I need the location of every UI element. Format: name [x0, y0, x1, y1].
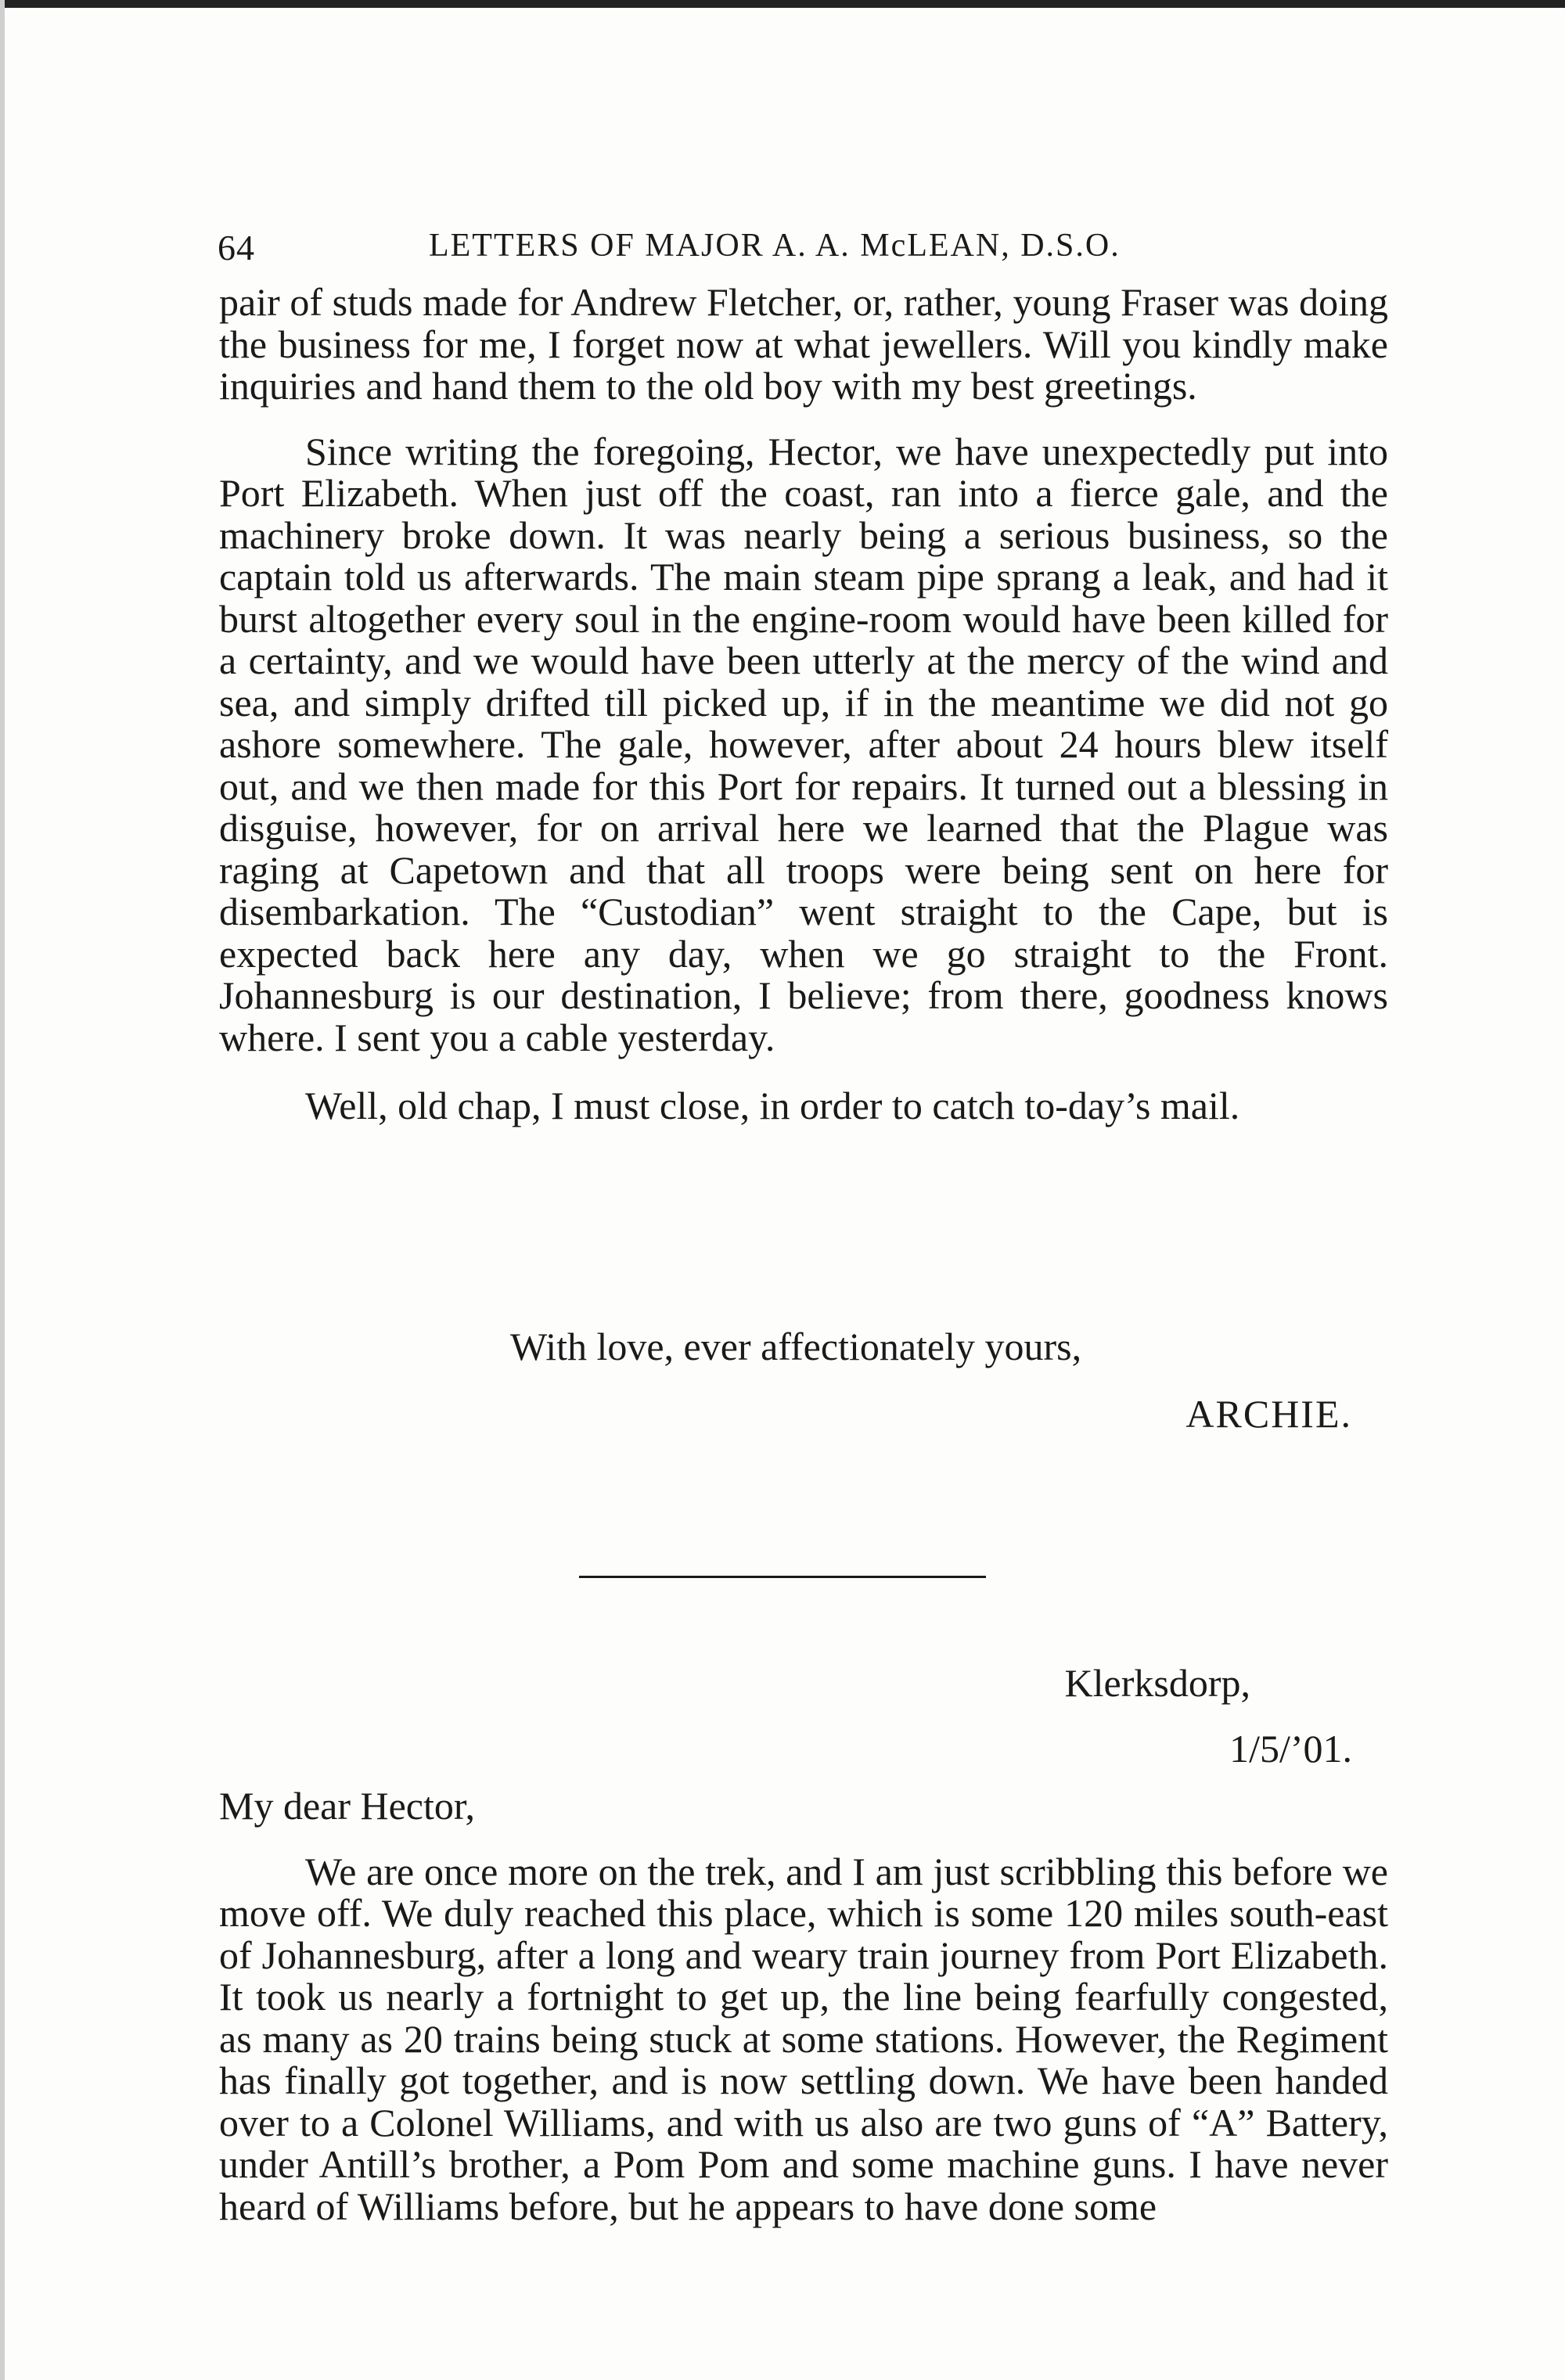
- running-title: LETTERS OF MAJOR A. A. McLEAN, D.S.O.: [429, 228, 1121, 264]
- page-header: [218, 221, 1391, 275]
- letter-one-closing: With love, ever affectionately yours,: [510, 1325, 1082, 1368]
- page-number: 64: [218, 228, 255, 268]
- section-divider: [579, 1576, 986, 1578]
- letter-one-paragraph-3: Well, old chap, I must close, in order to catch to-day’s mail.: [305, 1084, 1240, 1127]
- letter-one-signature: ARCHIE.: [1185, 1392, 1352, 1436]
- letter-two-place: Klerksdorp,: [1064, 1661, 1250, 1705]
- scan-top-edge: [0, 0, 1565, 8]
- letter-one-paragraph-1: pair of studs made for Andrew Fletcher, or, rather, young Fraser was doing the business for me, I forget now at what jewellers. Will you kindly make inquiries and hand them to the old boy with my best greetings.: [219, 280, 1388, 408]
- letter-two-date: 1/5/’01.: [1229, 1727, 1352, 1771]
- scan-left-edge: [0, 0, 5, 2380]
- letter-one-body: [219, 282, 1388, 1127]
- letter-two-body: [219, 1785, 1388, 2227]
- letter-one-paragraph-2: Since writing the foregoing, Hector, we have unexpectedly put into Port Elizabeth. When just off the coast, ran into a fierce gale, and the machinery broke down. It was nearly being a serious business, so the captain told us afterwards. The main steam pipe sprang a leak, and had it burst altogether every soul in the engine-room would have been killed for a certainty, and we would have been utterly at the mercy of the wind and sea, and simply drifted till picked up, if in the meantime we did not go ashore somewhere. The gale, however, after about 24 hours blew itself out, and we then made for this Port for repairs. It turned out a blessing in disguise, however, for on arrival here we learned that the Plague was raging at Capetown and that all troops were being sent on here for disembarkation. The “Custodian” went straight to the Cape, but is expected back here any day, when we go straight to the Front. Johannesburg is our destination, I believe; from there, goodness knows where. I sent you a cable yesterday.: [219, 429, 1388, 1059]
- letter-two-paragraph-1: We are once more on the trek, and I am just scribbling this before we move off. We duly reached this place, which is some 120 miles south-east of Johannesburg, after a long and weary train journey from Port Elizabeth. It took us nearly a fortnight to get up, the line being fearfully congested, as many as 20 trains being stuck at some stations. However, the Regiment has finally got together, and is now settling down. We have been handed over to a Colonel Williams, and with us also are two guns of “A” Battery, under Antill’s brother, a Pom Pom and some machine guns. I have never heard of Williams before, but he appears to have done some: [219, 1849, 1388, 2228]
- letter-two-salutation: My dear Hector,: [219, 1784, 476, 1828]
